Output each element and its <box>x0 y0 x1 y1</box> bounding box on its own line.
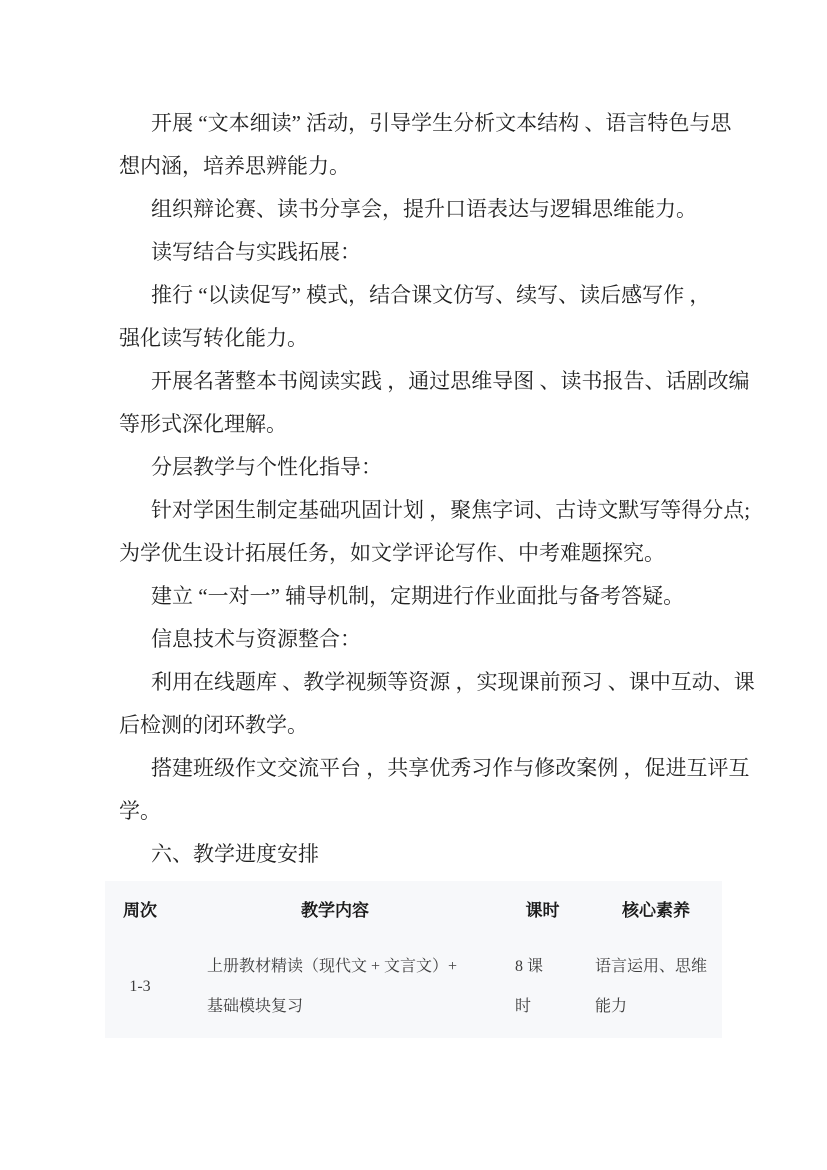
paragraph-line: 等形式深化理解。 <box>119 412 287 436</box>
paragraph-line: 信息技术与资源整合： <box>151 627 361 651</box>
cell-hours <box>495 947 590 1027</box>
paragraph-line: 学。 <box>119 799 161 823</box>
paragraph-line: 后检测的闭环教学。 <box>119 713 308 737</box>
paragraph-line: 想内涵，培养思辨能力。 <box>119 154 350 178</box>
header-cell-competency: 核心素养 <box>622 900 690 920</box>
paragraph-line: 强化读写转化能力。 <box>119 326 308 350</box>
paragraph-line: 推行 “以读促写” 模式，结合课文仿写、续写、读后感写作 ， <box>151 283 711 307</box>
paragraph-line: 建立 “一对一” 辅导机制，定期进行作业面批与备考答疑。 <box>151 584 685 608</box>
cell-competency <box>590 947 722 1027</box>
table-row <box>105 935 722 1038</box>
paragraph-line: 利用在线题库 、教学视频等资源 ，实现课前预习 、课中互动、课 <box>151 670 755 694</box>
paragraph-line: 搭建班级作文交流平台 ，共享优秀习作与修改案例 ，促进互评互 <box>151 756 750 780</box>
cell-content-line: 上册教材精读（现代文 + 文言文）+ <box>207 957 458 975</box>
paragraph-line: 开展名著整本书阅读实践 ，通过思维导图 、读书报告、话剧改编 <box>151 369 750 393</box>
paragraph-line: 组织辩论赛、读书分享会，提升口语表达与逻辑思维能力。 <box>151 197 697 221</box>
cell-competency-line: 能力 <box>595 997 628 1015</box>
cell-competency-line: 语言运用、思维 <box>595 957 708 975</box>
table-body <box>105 935 722 1038</box>
cell-week <box>105 967 175 1007</box>
cell-hours-line: 8 课 <box>515 957 544 975</box>
document-text <box>119 102 755 876</box>
week-value: 1-3 <box>129 977 151 995</box>
paragraph-line: 针对学困生制定基础巩固计划 ，聚焦字词、古诗文默写等得分点; <box>151 498 751 522</box>
header-cell-hours: 课时 <box>525 900 560 920</box>
paragraph-line: 为学优生设计拓展任务，如文学评论写作、中考难题探究。 <box>119 541 665 565</box>
table-header-row <box>105 881 722 935</box>
paragraph-line: 分层教学与个性化指导： <box>151 455 382 479</box>
cell-content-line: 基础模块复习 <box>207 997 304 1015</box>
paragraph-line: 开展 “文本细读” 活动，引导学生分析文本结构 、语言特色与思 <box>151 111 732 135</box>
cell-hours-line: 时 <box>515 997 532 1015</box>
header-cell-week: 周次 <box>123 900 157 920</box>
header-cell-content: 教学内容 <box>301 900 369 920</box>
paragraph-line: 读写结合与实践拓展： <box>151 240 361 264</box>
section-heading: 六、教学进度安排 <box>151 842 319 866</box>
schedule-table <box>105 881 722 1038</box>
cell-content <box>175 947 495 1027</box>
